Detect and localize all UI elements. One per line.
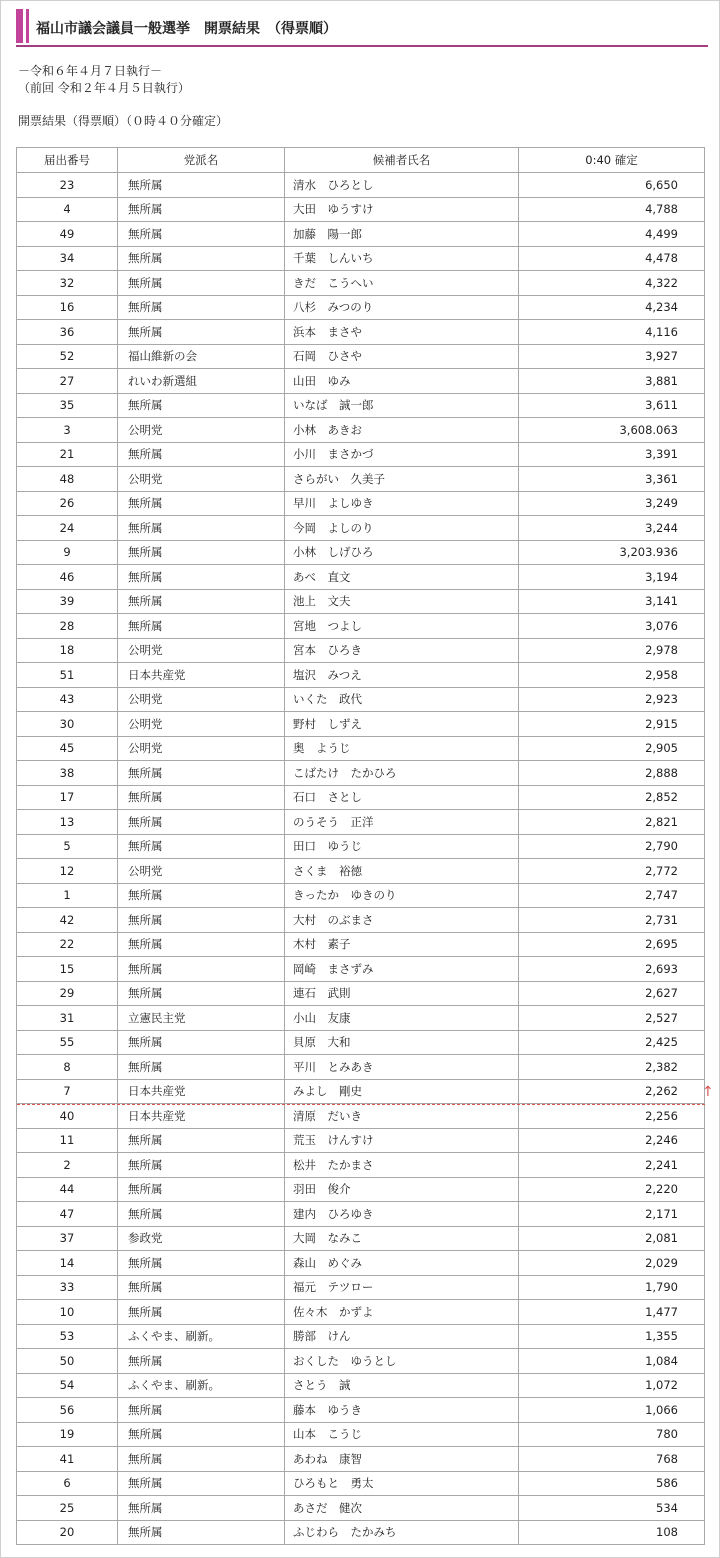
party-name: 無所属 <box>118 957 285 982</box>
party-name: 無所属 <box>118 834 285 859</box>
vote-count: 2,693 <box>519 957 705 982</box>
candidate-name: 石岡 ひさや <box>285 344 519 369</box>
party-name: 公明党 <box>118 859 285 884</box>
candidate-name: 浜本 まさや <box>285 320 519 345</box>
party-name: 日本共産党 <box>118 1104 285 1129</box>
table-row <box>17 761 705 786</box>
candidate-name: 福元 テツロー <box>285 1275 519 1300</box>
candidate-number: 15 <box>17 957 118 982</box>
vote-count: 3,244 <box>519 516 705 541</box>
vote-count: 3,608.063 <box>519 418 705 443</box>
candidate-name: ひろもと 勇太 <box>285 1471 519 1496</box>
vote-count: 2,731 <box>519 908 705 933</box>
candidate-number: 33 <box>17 1275 118 1300</box>
table-row <box>17 1079 705 1104</box>
winning-cutoff-line <box>17 1104 705 1105</box>
candidate-name: 連石 武則 <box>285 981 519 1006</box>
table-row <box>17 467 705 492</box>
table-row <box>17 1422 705 1447</box>
party-name: 無所属 <box>118 1202 285 1227</box>
header-candidate: 候補者氏名 <box>285 148 519 173</box>
candidate-number: 10 <box>17 1300 118 1325</box>
title-bar <box>16 9 708 47</box>
table-row <box>17 614 705 639</box>
candidate-number: 16 <box>17 295 118 320</box>
table-row <box>17 516 705 541</box>
table-row <box>17 736 705 761</box>
candidate-number: 6 <box>17 1471 118 1496</box>
vote-count: 2,029 <box>519 1251 705 1276</box>
vote-count: 2,790 <box>519 834 705 859</box>
table-row <box>17 1349 705 1374</box>
table-row <box>17 1324 705 1349</box>
header-votes: 0:40 確定 <box>519 148 705 173</box>
vote-count: 2,695 <box>519 932 705 957</box>
party-name: 無所属 <box>118 932 285 957</box>
party-name: 無所属 <box>118 761 285 786</box>
vote-count: 2,958 <box>519 663 705 688</box>
up-arrow-icon: ↑ <box>702 1084 714 1100</box>
table-row <box>17 565 705 590</box>
vote-count: 1,790 <box>519 1275 705 1300</box>
table-row <box>17 1153 705 1178</box>
candidate-number: 18 <box>17 638 118 663</box>
table-row <box>17 491 705 516</box>
table-row <box>17 1055 705 1080</box>
party-name: 無所属 <box>118 981 285 1006</box>
table-row <box>17 1300 705 1325</box>
table-row <box>17 1177 705 1202</box>
candidate-number: 11 <box>17 1128 118 1153</box>
results-body <box>17 173 705 1545</box>
candidate-number: 12 <box>17 859 118 884</box>
table-row <box>17 687 705 712</box>
vote-count: 4,499 <box>519 222 705 247</box>
candidate-name: 小林 しげひろ <box>285 540 519 565</box>
party-name: 無所属 <box>118 1128 285 1153</box>
candidate-name: 大村 のぶまさ <box>285 908 519 933</box>
candidate-number: 28 <box>17 614 118 639</box>
candidate-number: 38 <box>17 761 118 786</box>
candidate-number: 49 <box>17 222 118 247</box>
candidate-number: 46 <box>17 565 118 590</box>
candidate-name: さとう 誠 <box>285 1373 519 1398</box>
vote-count: 3,249 <box>519 491 705 516</box>
candidate-name: 大岡 なみこ <box>285 1226 519 1251</box>
candidate-name: 小林 あきお <box>285 418 519 443</box>
party-name: 無所属 <box>118 1398 285 1423</box>
vote-count: 2,821 <box>519 810 705 835</box>
party-name: ふくやま、刷新。 <box>118 1373 285 1398</box>
party-name: 公明党 <box>118 736 285 761</box>
party-name: 公明党 <box>118 418 285 443</box>
candidate-name: 藤本 ゆうき <box>285 1398 519 1423</box>
candidate-name: きだ こうへい <box>285 271 519 296</box>
table-row <box>17 1471 705 1496</box>
party-name: 無所属 <box>118 222 285 247</box>
candidate-number: 53 <box>17 1324 118 1349</box>
table-row <box>17 908 705 933</box>
vote-count: 108 <box>519 1520 705 1545</box>
vote-count: 3,881 <box>519 369 705 394</box>
candidate-number: 8 <box>17 1055 118 1080</box>
candidate-number: 3 <box>17 418 118 443</box>
vote-count: 2,527 <box>519 1006 705 1031</box>
vote-count: 3,203.936 <box>519 540 705 565</box>
header-party: 党派名 <box>118 148 285 173</box>
vote-count: 2,081 <box>519 1226 705 1251</box>
vote-count: 2,262 <box>519 1079 705 1104</box>
table-row <box>17 1496 705 1521</box>
candidate-name: 森山 めぐみ <box>285 1251 519 1276</box>
table-row <box>17 197 705 222</box>
vote-count: 2,425 <box>519 1030 705 1055</box>
vote-count: 2,923 <box>519 687 705 712</box>
title-accent-mark <box>16 9 26 43</box>
candidate-number: 34 <box>17 246 118 271</box>
party-name: 無所属 <box>118 1300 285 1325</box>
party-name: 福山維新の会 <box>118 344 285 369</box>
vote-count: 3,927 <box>519 344 705 369</box>
party-name: 無所属 <box>118 565 285 590</box>
vote-count: 1,355 <box>519 1324 705 1349</box>
candidate-name: 山本 こうじ <box>285 1422 519 1447</box>
party-name: 日本共産党 <box>118 663 285 688</box>
results-table <box>16 147 705 1545</box>
table-row <box>17 1202 705 1227</box>
candidate-number: 1 <box>17 883 118 908</box>
candidate-number: 26 <box>17 491 118 516</box>
candidate-number: 13 <box>17 810 118 835</box>
vote-count: 3,391 <box>519 442 705 467</box>
table-row <box>17 834 705 859</box>
candidate-number: 52 <box>17 344 118 369</box>
party-name: 無所属 <box>118 540 285 565</box>
party-name: 公明党 <box>118 712 285 737</box>
candidate-number: 30 <box>17 712 118 737</box>
vote-count: 2,978 <box>519 638 705 663</box>
candidate-name: 平川 とみあき <box>285 1055 519 1080</box>
table-row <box>17 173 705 198</box>
table-row <box>17 1373 705 1398</box>
party-name: 無所属 <box>118 908 285 933</box>
candidate-number: 5 <box>17 834 118 859</box>
party-name: 公明党 <box>118 467 285 492</box>
candidate-name: 佐々木 かずよ <box>285 1300 519 1325</box>
candidate-number: 54 <box>17 1373 118 1398</box>
vote-count: 3,361 <box>519 467 705 492</box>
vote-count: 3,076 <box>519 614 705 639</box>
candidate-name: 清水 ひろとし <box>285 173 519 198</box>
previous-election-date: （前回 令和２年４月５日執行） <box>18 81 190 95</box>
candidate-number: 7 <box>17 1079 118 1104</box>
vote-count: 2,382 <box>519 1055 705 1080</box>
candidate-number: 17 <box>17 785 118 810</box>
vote-count: 2,246 <box>519 1128 705 1153</box>
party-name: ふくやま、刷新。 <box>118 1324 285 1349</box>
party-name: 無所属 <box>118 295 285 320</box>
table-row <box>17 785 705 810</box>
candidate-number: 40 <box>17 1104 118 1129</box>
table-row <box>17 638 705 663</box>
candidate-name: 石口 さとし <box>285 785 519 810</box>
party-name: 無所属 <box>118 1471 285 1496</box>
candidate-name: あわね 康智 <box>285 1447 519 1472</box>
candidate-number: 14 <box>17 1251 118 1276</box>
candidate-number: 2 <box>17 1153 118 1178</box>
candidate-number: 36 <box>17 320 118 345</box>
party-name: 無所属 <box>118 1030 285 1055</box>
table-row <box>17 1447 705 1472</box>
vote-count: 2,852 <box>519 785 705 810</box>
candidate-name: 宮本 ひろき <box>285 638 519 663</box>
party-name: れいわ新選組 <box>118 369 285 394</box>
candidate-name: おくした ゆうとし <box>285 1349 519 1374</box>
candidate-number: 25 <box>17 1496 118 1521</box>
candidate-name: 清原 だいき <box>285 1104 519 1129</box>
candidate-name: きったか ゆきのり <box>285 883 519 908</box>
vote-count: 2,915 <box>519 712 705 737</box>
candidate-name: 加藤 陽一郎 <box>285 222 519 247</box>
vote-count: 1,477 <box>519 1300 705 1325</box>
candidate-name: 小川 まさかづ <box>285 442 519 467</box>
table-row <box>17 344 705 369</box>
candidate-name: 小山 友康 <box>285 1006 519 1031</box>
candidate-name: 千葉 しんいち <box>285 246 519 271</box>
vote-count: 4,116 <box>519 320 705 345</box>
candidate-number: 4 <box>17 197 118 222</box>
party-name: 無所属 <box>118 785 285 810</box>
vote-count: 4,788 <box>519 197 705 222</box>
candidate-number: 42 <box>17 908 118 933</box>
candidate-name: こばたけ たかひろ <box>285 761 519 786</box>
table-row <box>17 320 705 345</box>
candidate-number: 35 <box>17 393 118 418</box>
party-name: 参政党 <box>118 1226 285 1251</box>
candidate-name: あさだ 健次 <box>285 1496 519 1521</box>
vote-count: 3,194 <box>519 565 705 590</box>
vote-count: 4,478 <box>519 246 705 271</box>
candidate-number: 9 <box>17 540 118 565</box>
table-row <box>17 1226 705 1251</box>
party-name: 無所属 <box>118 173 285 198</box>
candidate-name: 山田 ゆみ <box>285 369 519 394</box>
vote-count: 3,611 <box>519 393 705 418</box>
candidate-number: 39 <box>17 589 118 614</box>
candidate-name: みよし 剛史 <box>285 1079 519 1104</box>
candidate-name: 池上 文夫 <box>285 589 519 614</box>
candidate-name: 早川 よしゆき <box>285 491 519 516</box>
table-row <box>17 1251 705 1276</box>
party-name: 無所属 <box>118 589 285 614</box>
table-row <box>17 810 705 835</box>
candidate-number: 55 <box>17 1030 118 1055</box>
candidate-name: 奥 ようじ <box>285 736 519 761</box>
candidate-name: 岡崎 まさずみ <box>285 957 519 982</box>
candidate-name: 荒玉 けんすけ <box>285 1128 519 1153</box>
candidate-number: 22 <box>17 932 118 957</box>
candidate-name: いなば 誠一郎 <box>285 393 519 418</box>
vote-count: 2,220 <box>519 1177 705 1202</box>
vote-count: 534 <box>519 1496 705 1521</box>
candidate-name: 塩沢 みつえ <box>285 663 519 688</box>
table-row <box>17 957 705 982</box>
party-name: 無所属 <box>118 491 285 516</box>
candidate-number: 21 <box>17 442 118 467</box>
candidate-number: 44 <box>17 1177 118 1202</box>
vote-count: 3,141 <box>519 589 705 614</box>
candidate-name: 田口 ゆうじ <box>285 834 519 859</box>
vote-count: 2,627 <box>519 981 705 1006</box>
vote-count: 6,650 <box>519 173 705 198</box>
vote-count: 768 <box>519 1447 705 1472</box>
party-name: 無所属 <box>118 1520 285 1545</box>
party-name: 無所属 <box>118 1496 285 1521</box>
party-name: 無所属 <box>118 442 285 467</box>
party-name: 無所属 <box>118 246 285 271</box>
candidate-number: 20 <box>17 1520 118 1545</box>
party-name: 公明党 <box>118 687 285 712</box>
table-row <box>17 712 705 737</box>
vote-count: 2,241 <box>519 1153 705 1178</box>
candidate-name: のうそう 正洋 <box>285 810 519 835</box>
candidate-name: さくま 裕徳 <box>285 859 519 884</box>
candidate-name: 建内 ひろゆき <box>285 1202 519 1227</box>
candidate-name: 羽田 俊介 <box>285 1177 519 1202</box>
candidate-name: あべ 直文 <box>285 565 519 590</box>
party-name: 無所属 <box>118 1349 285 1374</box>
table-row <box>17 442 705 467</box>
candidate-name: さらがい 久美子 <box>285 467 519 492</box>
candidate-number: 31 <box>17 1006 118 1031</box>
table-row <box>17 589 705 614</box>
table-row <box>17 1030 705 1055</box>
table-row <box>17 1275 705 1300</box>
vote-count: 2,747 <box>519 883 705 908</box>
vote-count: 4,234 <box>519 295 705 320</box>
candidate-number: 48 <box>17 467 118 492</box>
candidate-number: 23 <box>17 173 118 198</box>
party-name: 無所属 <box>118 320 285 345</box>
vote-count: 2,772 <box>519 859 705 884</box>
table-row <box>17 540 705 565</box>
party-name: 無所属 <box>118 883 285 908</box>
table-row <box>17 932 705 957</box>
vote-count: 1,072 <box>519 1373 705 1398</box>
table-row <box>17 246 705 271</box>
candidate-name: 宮地 つよし <box>285 614 519 639</box>
vote-count: 2,171 <box>519 1202 705 1227</box>
table-row <box>17 1006 705 1031</box>
vote-count: 2,888 <box>519 761 705 786</box>
election-date: －令和６年４月７日執行－ <box>18 64 163 78</box>
party-name: 無所属 <box>118 393 285 418</box>
table-row <box>17 1128 705 1153</box>
party-name: 無所属 <box>118 1251 285 1276</box>
candidate-name: 野村 しずえ <box>285 712 519 737</box>
vote-count: 2,256 <box>519 1104 705 1129</box>
candidate-name: 大田 ゆうすけ <box>285 197 519 222</box>
table-row <box>17 981 705 1006</box>
vote-count: 586 <box>519 1471 705 1496</box>
table-row <box>17 883 705 908</box>
page-title: 福山市議会議員一般選挙 開票結果 （得票順） <box>36 21 337 37</box>
candidate-number: 45 <box>17 736 118 761</box>
table-row <box>17 393 705 418</box>
table-row <box>17 222 705 247</box>
table-row <box>17 1398 705 1423</box>
party-name: 立憲民主党 <box>118 1006 285 1031</box>
table-row <box>17 1104 705 1129</box>
party-name: 無所属 <box>118 1055 285 1080</box>
party-name: 無所属 <box>118 271 285 296</box>
vote-count: 4,322 <box>519 271 705 296</box>
candidate-number: 51 <box>17 663 118 688</box>
candidate-number: 50 <box>17 1349 118 1374</box>
party-name: 無所属 <box>118 516 285 541</box>
candidate-name: 木村 素子 <box>285 932 519 957</box>
count-status: 開票結果（得票順）（０時４０分確定） <box>18 114 229 128</box>
vote-count: 1,066 <box>519 1398 705 1423</box>
party-name: 無所属 <box>118 1275 285 1300</box>
candidate-number: 41 <box>17 1447 118 1472</box>
table-row <box>17 271 705 296</box>
candidate-number: 32 <box>17 271 118 296</box>
candidate-number: 27 <box>17 369 118 394</box>
party-name: 日本共産党 <box>118 1079 285 1104</box>
candidate-number: 24 <box>17 516 118 541</box>
candidate-number: 37 <box>17 1226 118 1251</box>
party-name: 無所属 <box>118 1447 285 1472</box>
table-row <box>17 369 705 394</box>
party-name: 無所属 <box>118 197 285 222</box>
candidate-number: 43 <box>17 687 118 712</box>
party-name: 無所属 <box>118 1177 285 1202</box>
candidate-number: 47 <box>17 1202 118 1227</box>
party-name: 無所属 <box>118 614 285 639</box>
candidate-number: 29 <box>17 981 118 1006</box>
vote-count: 2,905 <box>519 736 705 761</box>
candidate-name: 勝部 けん <box>285 1324 519 1349</box>
candidate-name: ふじわら たかみち <box>285 1520 519 1545</box>
candidate-number: 56 <box>17 1398 118 1423</box>
candidate-name: 八杉 みつのり <box>285 295 519 320</box>
candidate-name: いくた 政代 <box>285 687 519 712</box>
party-name: 無所属 <box>118 810 285 835</box>
table-row <box>17 295 705 320</box>
vote-count: 1,084 <box>519 1349 705 1374</box>
party-name: 無所属 <box>118 1422 285 1447</box>
table-header-row <box>17 148 705 173</box>
party-name: 公明党 <box>118 638 285 663</box>
candidate-name: 今岡 よしのり <box>285 516 519 541</box>
candidate-number: 19 <box>17 1422 118 1447</box>
candidate-name: 松井 たかまさ <box>285 1153 519 1178</box>
table-row <box>17 859 705 884</box>
header-number: 届出番号 <box>17 148 118 173</box>
candidate-name: 貝原 大和 <box>285 1030 519 1055</box>
table-row <box>17 418 705 443</box>
table-row <box>17 663 705 688</box>
party-name: 無所属 <box>118 1153 285 1178</box>
table-row <box>17 1520 705 1545</box>
vote-count: 780 <box>519 1422 705 1447</box>
